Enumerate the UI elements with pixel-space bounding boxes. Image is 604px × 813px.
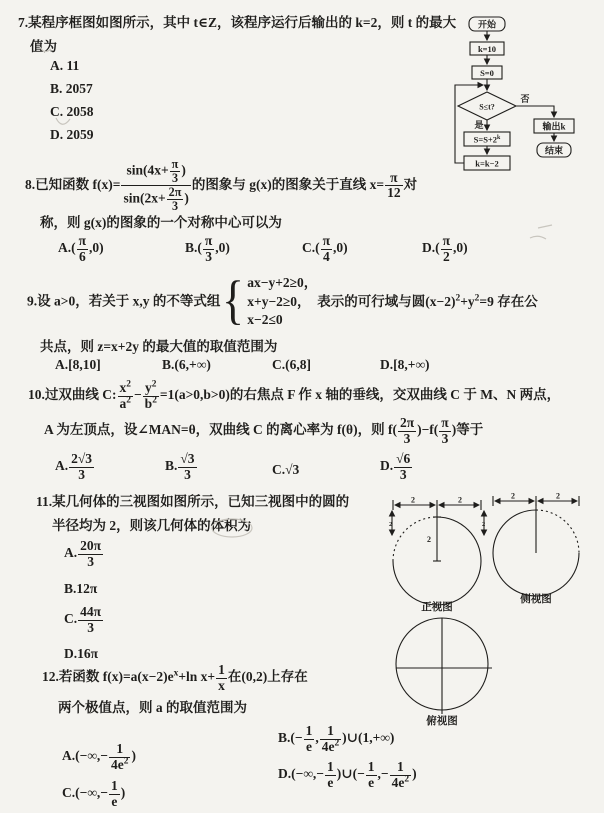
front-dim-side-r: 2 — [482, 521, 486, 528]
question-7-option-a: A. 11 — [50, 58, 80, 73]
question-7-option-b: B. 2057 — [50, 81, 93, 96]
flowchart-node-output — [534, 119, 574, 133]
svg-text:k=10: k=10 — [477, 44, 497, 54]
question-9-lead: 9.设 a>0，若关于 x,y 的不等式组 — [27, 293, 221, 309]
question-10-line2: A 为左顶点，设∠MAN=θ，双曲线 C 的离心率为 f(θ)，则 f( $\frac{2\pi}{3}$ )−f( $\frac{\pi}{3}$ )等于 — [44, 415, 484, 446]
flowchart-node-end — [537, 143, 571, 157]
flowchart-no-label: 否 — [520, 94, 530, 104]
side-view-label: 侧视图 — [520, 594, 552, 605]
question-10-option-b: B. $\frac{√3}{3}$ — [165, 451, 195, 482]
question-9-tail: 表示的可行域与圆$(x-2)^2+y^2=9$ 存在公 — [317, 293, 538, 309]
question-9-option-b: B.(6,+∞) — [162, 357, 211, 372]
system-brace: { — [222, 270, 245, 331]
svg-text:S=S+2k: $S=S+2^k$ — [473, 134, 501, 145]
question-10-option-c: C.√3 — [272, 462, 300, 477]
top-view-diagram — [391, 611, 497, 727]
system-line-2: x+y−2≥0， — [247, 293, 311, 309]
flowchart-node-condition — [458, 92, 516, 120]
pencil-mark-4 — [530, 225, 552, 239]
question-10-option-a: A. $\frac{2√3}{3}$ — [55, 451, 93, 482]
question-9-option-a: A.[8,10] — [55, 357, 101, 372]
front-dim-center: 2 — [427, 535, 431, 544]
question-8-option-b: B.( $\frac{\pi}{3}$ ,0) — [185, 233, 230, 264]
svg-text:输出k: 输出k — [542, 121, 566, 132]
question-7-option-d: D. 2059 — [50, 127, 94, 142]
system-line-1: ax−y+2≥0， — [247, 275, 318, 290]
front-dim-left: 2 — [411, 495, 415, 505]
side-view-dimensions — [493, 496, 579, 553]
question-8-line2: 称，则 g(x)的图象的一个对称中心可以为 — [40, 215, 282, 230]
front-dim-side-l: 2 — [389, 521, 393, 528]
svg-text:开始: 开始 — [477, 19, 497, 30]
question-12-option-d: D.(−∞,− $\frac{1}{e}$ )∪(− $\frac{1}{e}$ ,− $\frac{1}{4e^2}$ ) — [278, 759, 417, 790]
svg-text:k=k−2: k=k−2 — [475, 158, 499, 169]
flowchart-yes-label: 是 — [474, 120, 484, 130]
top-view-label: 俯视图 — [426, 716, 458, 727]
question-8-option-d: D.( $\frac{\pi}{2}$ ,0) — [422, 233, 468, 264]
question-9-line1 — [27, 270, 538, 331]
question-12-line2: 两个极值点，则 a 的取值范围为 — [58, 700, 247, 715]
question-7-line2: 值为 — [30, 39, 57, 54]
flowchart-node-loop-body — [464, 132, 510, 146]
question-11-option-d: D.16π — [64, 646, 99, 661]
question-11-line2: 半径均为 2，则该几何体的体积为 — [52, 518, 252, 533]
flowchart-node-init-s — [472, 66, 502, 79]
system-line-3: x−2≤0 — [247, 312, 283, 328]
question-11-option-a: A. $\frac{20\pi}{3}$ — [64, 538, 102, 569]
question-8-option-a: A.( $\frac{\pi}{6}$ ,0) — [58, 233, 104, 264]
question-8-option-c: C.( $\frac{\pi}{4}$ ,0) — [302, 233, 348, 264]
question-12-option-c: C.(−∞,− $\frac{1}{e}$ ) — [62, 778, 126, 809]
question-9-line2: 共点，则 z=x+2y 的最大值的取值范围为 — [40, 339, 278, 354]
inequality-system — [220, 270, 318, 331]
side-dim-right: 2 — [556, 491, 560, 501]
front-dim-right: 2 — [458, 495, 462, 505]
question-11-line1: 11.某几何体的三视图如图所示，已知三视图中的圆的 — [36, 494, 350, 509]
front-view-label: 正视图 — [421, 602, 453, 613]
front-view-dimensions — [392, 500, 484, 561]
question-7-option-c: C. 2058 — [50, 104, 94, 119]
svg-text:S≤t?: S≤t? — [479, 102, 495, 112]
question-7-line1: 7.某程序框图如图所示，其中 t∈Z，该程序运行后输出的 k=2，则 t 的最大 — [18, 15, 457, 30]
program-flowchart — [452, 14, 602, 177]
question-12-line1: 12.若函数 $f(x)=a(x-2)e^x+\ln$ x+ $\frac{1}{x}$ 在(0,2)上存在 — [42, 662, 308, 693]
front-view-diagram — [389, 497, 487, 613]
question-10-line1: 10.过双曲线 C: $\frac{x^2}{a^2}$ − $\frac{y^2}{b^2}$ =1(a>0,b>0)的右焦点 F 作 x 轴的垂线，交双曲线 C 于 M、N 两点， — [28, 379, 561, 411]
svg-text:结束: 结束 — [544, 145, 564, 156]
question-11-option-b: B.12π — [64, 581, 98, 596]
side-dim-left: 2 — [511, 491, 515, 501]
flowchart-node-start — [469, 17, 505, 31]
top-view-circle — [396, 618, 492, 714]
question-9-option-d: D.[8,+∞) — [380, 357, 430, 372]
question-8-line1: 8.已知函数 f(x)= sin(4x+ $\frac{\pi}{3}$ ) sin(2x+ $\frac{2\pi}{3}$ ) 的图象与 g(x)的图象关于直线 x= $\frac{\pi}{12}$ 对 — [25, 157, 418, 214]
side-view-diagram — [486, 493, 586, 605]
flowchart-node-init-k — [470, 42, 504, 55]
flowchart-node-decrement — [464, 156, 510, 170]
svg-text:S=0: S=0 — [480, 68, 494, 78]
question-10-option-d: D. $\frac{√6}{3}$ — [380, 451, 411, 482]
question-11-option-c: C. $\frac{44\pi}{3}$ — [64, 604, 102, 635]
question-12-option-a: A.(−∞,− $\frac{1}{4e^2}$ ) — [62, 741, 136, 772]
question-9-option-c: C.(6,8] — [272, 357, 311, 372]
question-12-option-b: B.(− $\frac{1}{e}$ , $\frac{1}{4e^2}$ )∪(1,+∞) — [278, 723, 395, 754]
